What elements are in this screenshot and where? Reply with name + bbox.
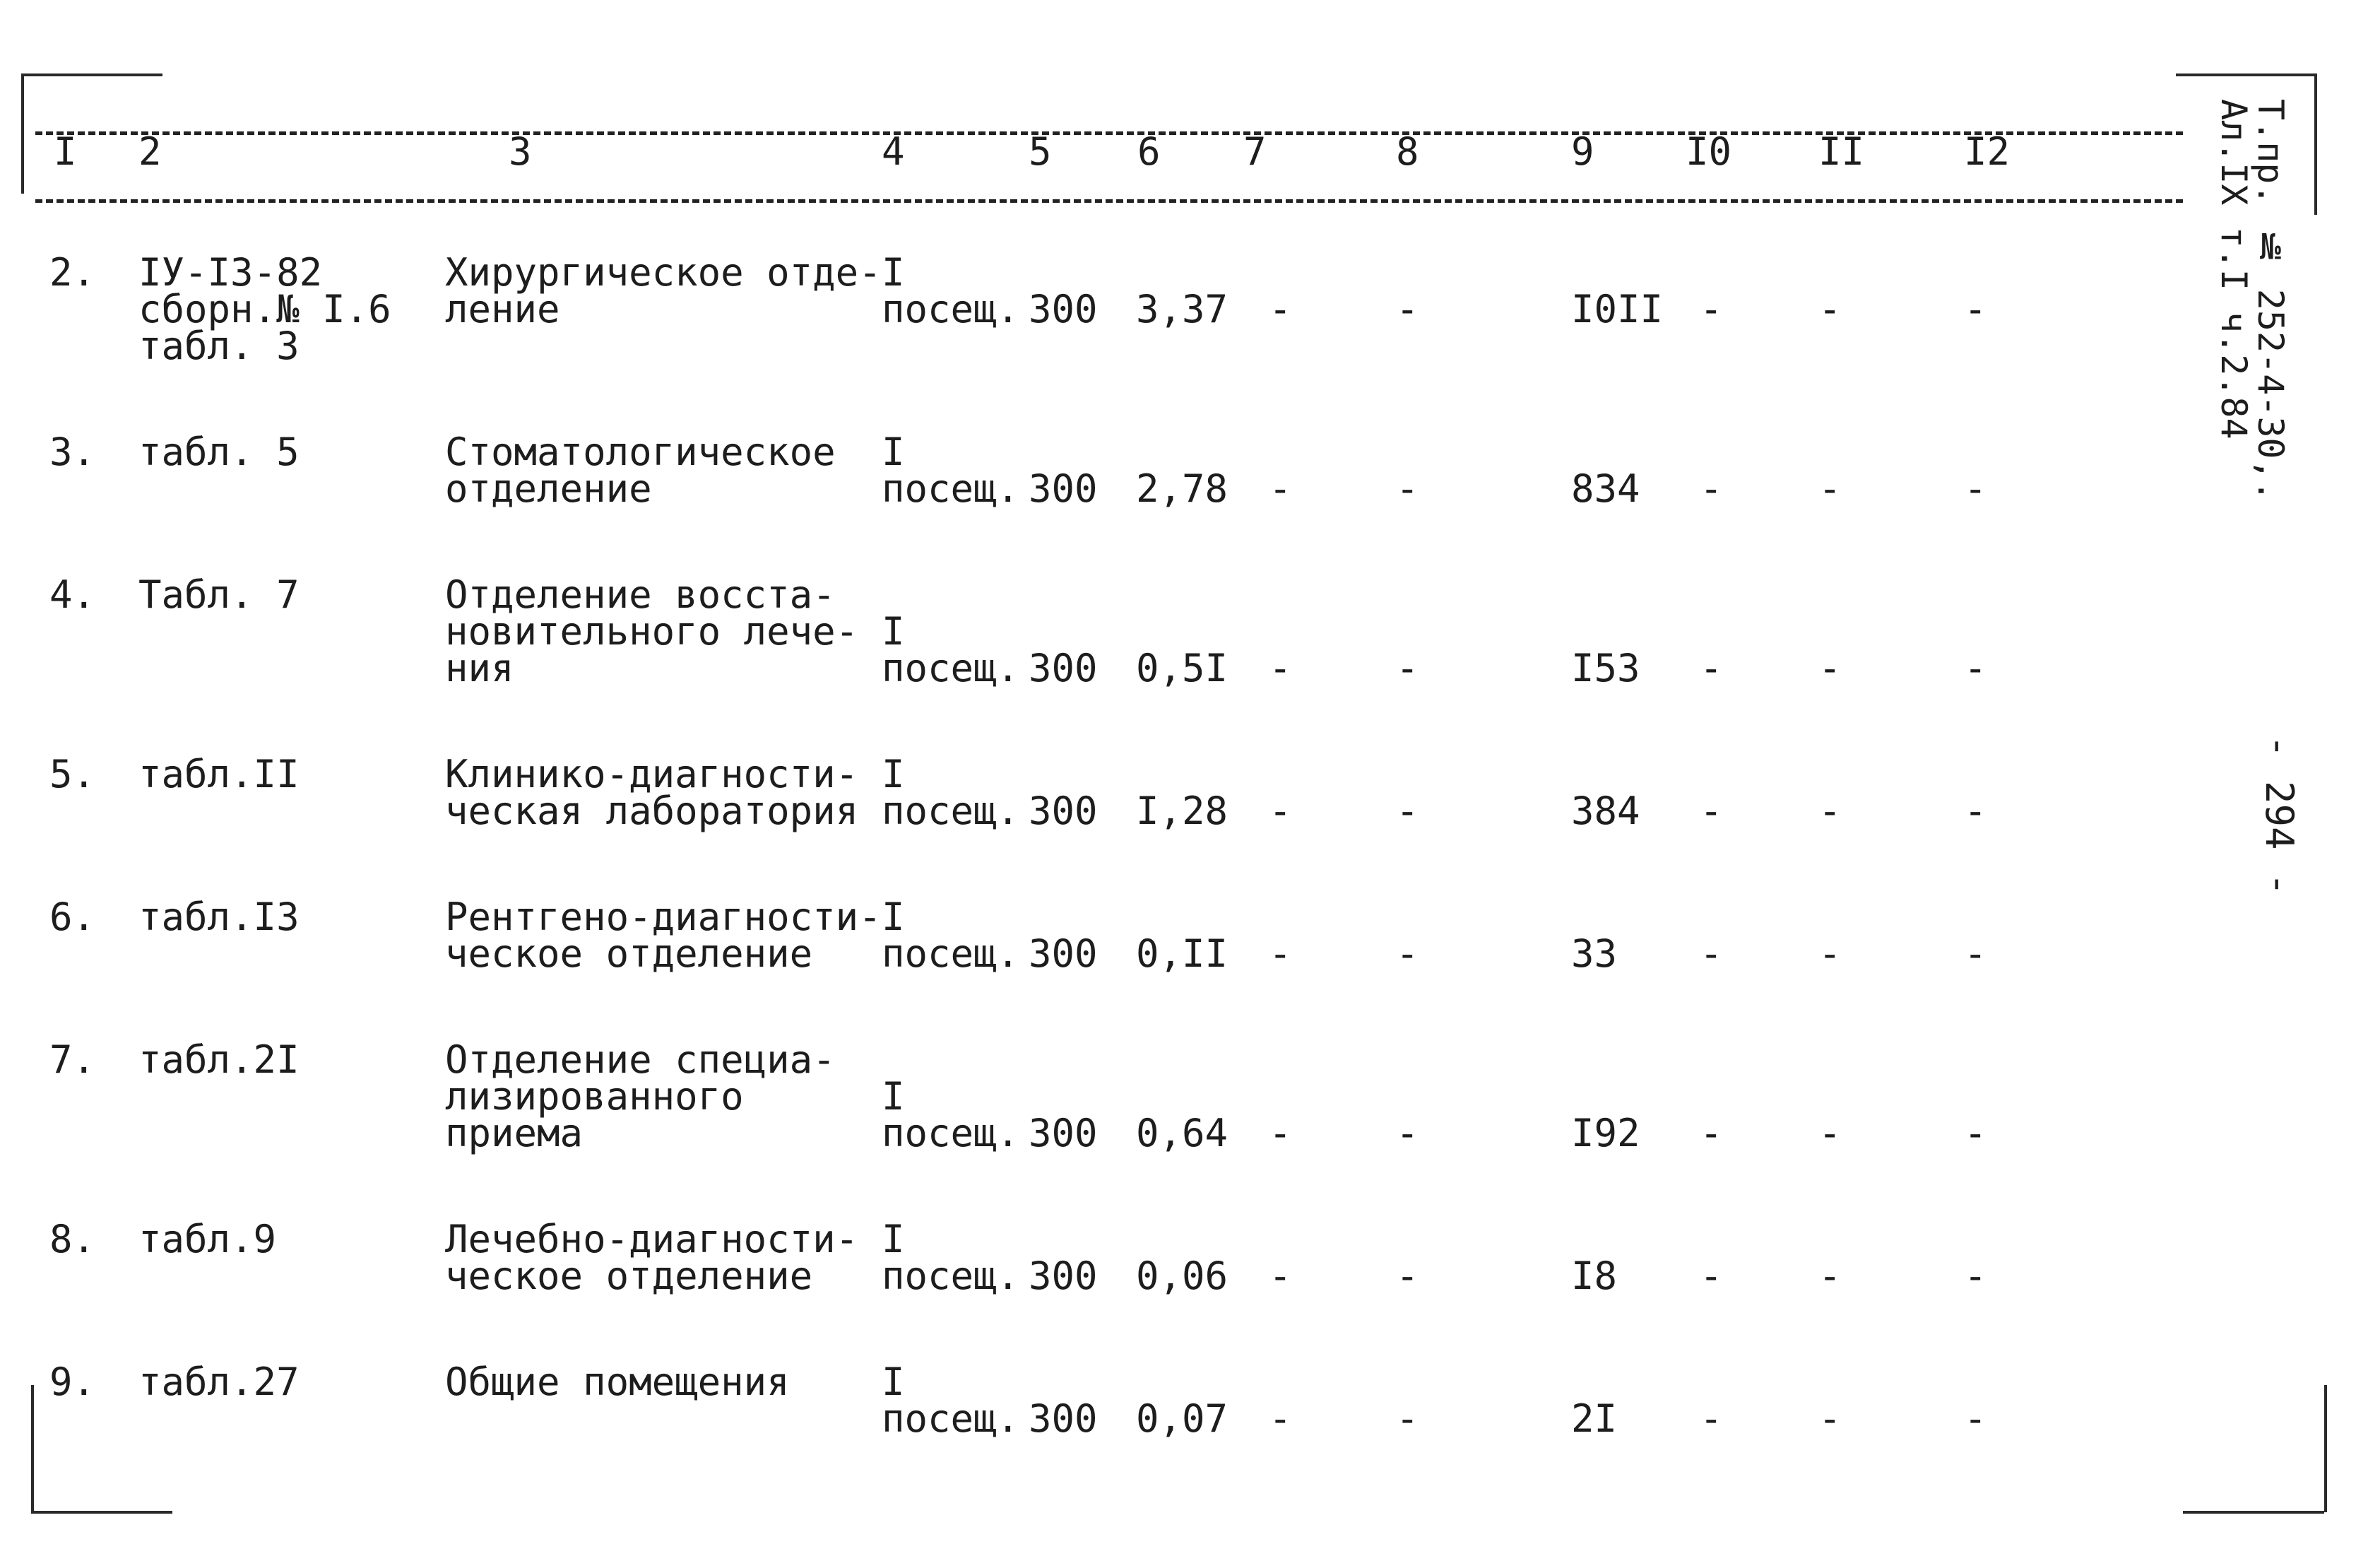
col11-value: -	[1818, 1254, 1842, 1298]
col-header-11: II	[1818, 129, 1865, 174]
col11-value: -	[1818, 287, 1842, 331]
unit-qty: I	[882, 250, 905, 295]
col8-value: -	[1396, 466, 1419, 511]
row-unit	[882, 609, 1020, 690]
frame-top-right	[2176, 73, 2317, 76]
unit-qty: I	[882, 609, 905, 654]
col7-value: -	[1269, 1254, 1292, 1298]
col10-value: -	[1700, 1396, 1723, 1441]
row-name: Клинико-диагности- ческая лаборатория	[445, 752, 859, 833]
row-reference: табл.27	[138, 1360, 300, 1404]
col7-value: -	[1269, 1111, 1292, 1155]
side-stamp-line-1: Т.пр. № 252-4-30,.	[2250, 99, 2291, 502]
col9-value: 2I	[1571, 1396, 1618, 1441]
col6-value: 0,5I	[1136, 646, 1229, 690]
col10-value: -	[1700, 1111, 1723, 1155]
row-reference: табл.II	[138, 752, 300, 796]
col8-value: -	[1396, 1254, 1419, 1298]
unit-qty: I	[882, 1074, 905, 1119]
col10-value: -	[1700, 1254, 1723, 1298]
unit-label: посещ.	[882, 931, 1020, 976]
col12-value: -	[1964, 789, 1987, 833]
col-header-4: 4	[882, 129, 905, 174]
col8-value: -	[1396, 931, 1419, 976]
unit-qty: I	[882, 752, 905, 796]
col5-value: 300	[1029, 646, 1098, 690]
col9-value: 33	[1571, 931, 1618, 976]
col12-value: -	[1964, 931, 1987, 976]
row-name: Отделение специа- лизированного приема	[445, 1037, 836, 1155]
row-number: 5.	[49, 752, 96, 796]
frame-right-bottom	[2324, 1385, 2327, 1512]
col-header-12: I2	[1964, 129, 2011, 174]
col-header-1: I	[54, 129, 77, 174]
frame-right-top	[2314, 73, 2317, 215]
col10-value: -	[1700, 931, 1723, 976]
col6-value: 0,07	[1136, 1396, 1229, 1441]
col6-value: 0,06	[1136, 1254, 1229, 1298]
row-reference: табл.2I	[138, 1037, 300, 1082]
unit-label: посещ.	[882, 466, 1020, 511]
col11-value: -	[1818, 789, 1842, 833]
col9-value: 834	[1571, 466, 1640, 511]
row-number: 3.	[49, 430, 96, 474]
col8-value: -	[1396, 789, 1419, 833]
col12-value: -	[1964, 646, 1987, 690]
col-header-9: 9	[1571, 129, 1594, 174]
col11-value: -	[1818, 1396, 1842, 1441]
col-header-6: 6	[1137, 129, 1161, 174]
row-unit	[882, 1074, 1020, 1155]
row-unit	[882, 752, 1020, 833]
col12-value: -	[1964, 287, 1987, 331]
col8-value: -	[1396, 646, 1419, 690]
col9-value: I8	[1571, 1254, 1618, 1298]
col12-value: -	[1964, 466, 1987, 511]
unit-label: посещ.	[882, 1254, 1020, 1298]
row-name: Хирургическое отде- ление	[445, 250, 882, 331]
row-reference: табл. 5	[138, 430, 300, 474]
col11-value: -	[1818, 646, 1842, 690]
unit-label: посещ.	[882, 789, 1020, 833]
row-unit	[882, 1217, 1020, 1298]
unit-qty: I	[882, 430, 905, 474]
col-header-5: 5	[1029, 129, 1052, 174]
col-header-8: 8	[1396, 129, 1419, 174]
unit-qty: I	[882, 1217, 905, 1261]
col7-value: -	[1269, 1396, 1292, 1441]
col8-value: -	[1396, 287, 1419, 331]
col5-value: 300	[1029, 287, 1098, 331]
unit-qty: I	[882, 1360, 905, 1404]
unit-label: посещ.	[882, 1396, 1020, 1441]
row-name: Рентгено-диагности- ческое отделение	[445, 895, 882, 976]
col5-value: 300	[1029, 1396, 1098, 1441]
col9-value: I0II	[1571, 287, 1664, 331]
row-reference: табл.9	[138, 1217, 277, 1261]
row-number: 8.	[49, 1217, 96, 1261]
unit-label: посещ.	[882, 646, 1020, 690]
col8-value: -	[1396, 1111, 1419, 1155]
col7-value: -	[1269, 789, 1292, 833]
col8-value: -	[1396, 1396, 1419, 1441]
col9-value: 384	[1571, 789, 1640, 833]
col11-value: -	[1818, 1111, 1842, 1155]
col7-value: -	[1269, 287, 1292, 331]
row-name: Лечебно-диагности- ческое отделение	[445, 1217, 859, 1298]
col7-value: -	[1269, 931, 1292, 976]
frame-left-top	[21, 73, 24, 194]
page-number: - 294 -	[2257, 735, 2302, 896]
col7-value: -	[1269, 646, 1292, 690]
col9-value: I92	[1571, 1111, 1640, 1155]
row-unit	[882, 430, 1020, 511]
frame-top-left	[21, 73, 162, 76]
col6-value: 0,II	[1136, 931, 1229, 976]
row-reference: Табл. 7	[138, 572, 300, 617]
col5-value: 300	[1029, 466, 1098, 511]
row-number: 2.	[49, 250, 96, 295]
row-number: 9.	[49, 1360, 96, 1404]
side-stamp	[2190, 99, 2291, 502]
col10-value: -	[1700, 466, 1723, 511]
col10-value: -	[1700, 287, 1723, 331]
row-unit	[882, 250, 1020, 331]
frame-left-bottom	[31, 1385, 34, 1512]
col7-value: -	[1269, 466, 1292, 511]
row-unit	[882, 1360, 1020, 1441]
frame-bottom-left	[31, 1511, 172, 1514]
col12-value: -	[1964, 1254, 1987, 1298]
row-name: Отделение восста- новительного лече- ния	[445, 572, 859, 690]
col6-value: 3,37	[1136, 287, 1229, 331]
unit-label: посещ.	[882, 1111, 1020, 1155]
row-name: Общие помещения	[445, 1360, 790, 1404]
col6-value: I,28	[1136, 789, 1229, 833]
col11-value: -	[1818, 466, 1842, 511]
side-stamp-line-2: Ал.IX т.I ч.2.84	[2213, 99, 2254, 440]
row-reference: табл.I3	[138, 895, 300, 939]
row-number: 6.	[49, 895, 96, 939]
col11-value: -	[1818, 931, 1842, 976]
frame-bottom-right	[2183, 1511, 2324, 1514]
col9-value: I53	[1571, 646, 1640, 690]
col-header-3: 3	[509, 129, 532, 174]
col-header-7: 7	[1243, 129, 1267, 174]
col6-value: 2,78	[1136, 466, 1229, 511]
header-rule-bottom	[35, 199, 2183, 203]
row-unit	[882, 895, 1020, 976]
col5-value: 300	[1029, 789, 1098, 833]
row-reference: IУ-I3-82 сборн.№ I.6 табл. 3	[138, 250, 391, 368]
col10-value: -	[1700, 646, 1723, 690]
unit-label: посещ.	[882, 287, 1020, 331]
col12-value: -	[1964, 1111, 1987, 1155]
col-header-2: 2	[138, 129, 162, 174]
col12-value: -	[1964, 1396, 1987, 1441]
row-number: 4.	[49, 572, 96, 617]
col5-value: 300	[1029, 931, 1098, 976]
row-name: Стоматологическое отделение	[445, 430, 836, 511]
row-number: 7.	[49, 1037, 96, 1082]
col-header-10: I0	[1686, 129, 1732, 174]
col5-value: 300	[1029, 1111, 1098, 1155]
col6-value: 0,64	[1136, 1111, 1229, 1155]
unit-qty: I	[882, 895, 905, 939]
col5-value: 300	[1029, 1254, 1098, 1298]
col10-value: -	[1700, 789, 1723, 833]
